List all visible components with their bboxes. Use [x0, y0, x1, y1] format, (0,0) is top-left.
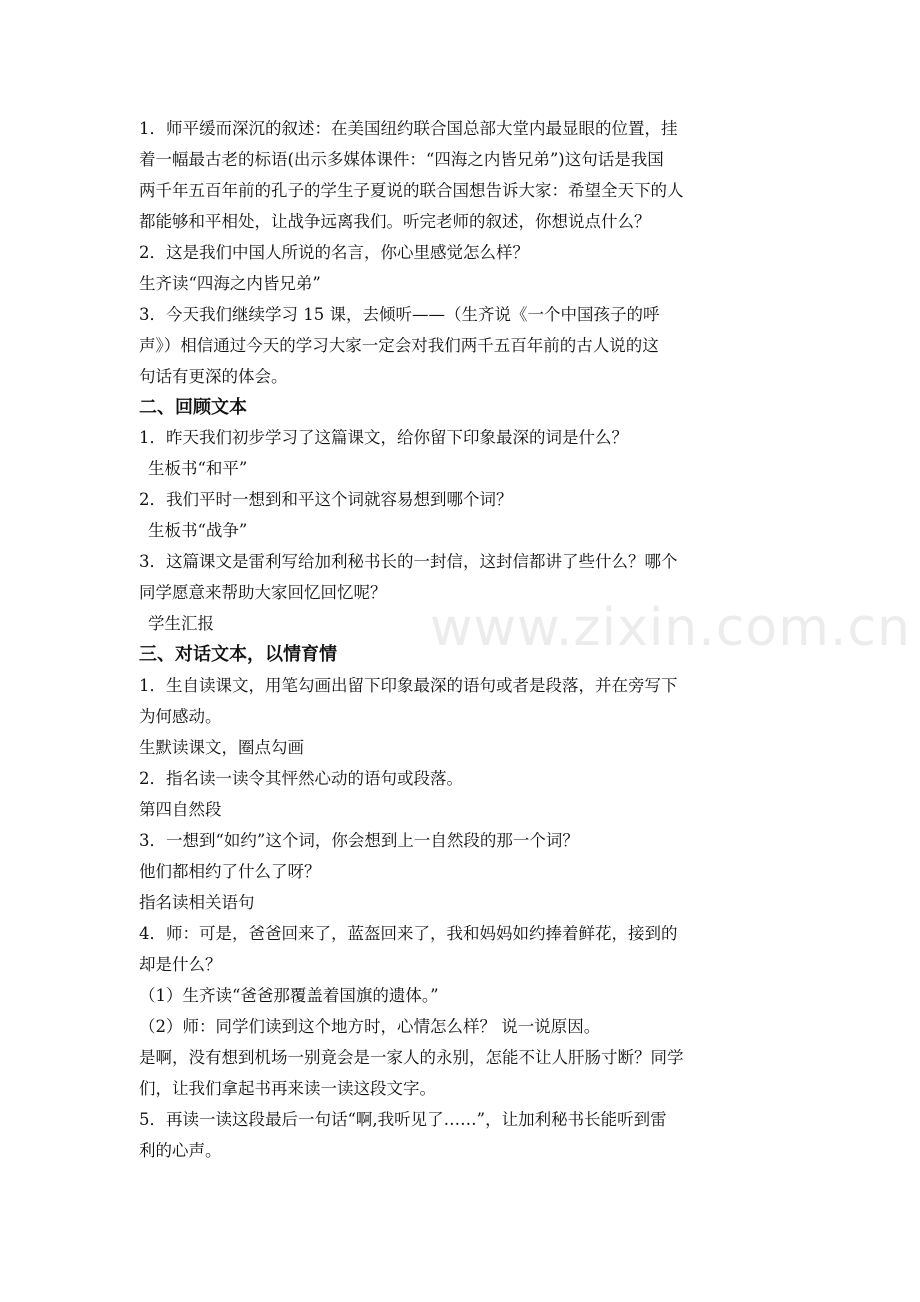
- text-line: 他们都相约了什么了呀？: [139, 862, 321, 881]
- text-line: 都能够和平相处，让战争远离我们。听完老师的叙述，你想说点什么？: [139, 212, 651, 231]
- text-line: 2．这是我们中国人所说的名言，你心里感觉怎么样？: [139, 243, 529, 262]
- text-line: 生板书“战争”: [148, 521, 248, 540]
- section-heading: 二、回顾文本: [139, 397, 247, 418]
- text-line: 3．一想到“如约”这个词，你会想到上一自然段的那一个词？: [139, 831, 579, 850]
- text-line: 着一幅最古老的标语(出示多媒体课件：“四海之内皆兄弟”)这句话是我国: [139, 150, 664, 169]
- text-line: 生板书“和平”: [148, 459, 248, 478]
- text-line: 4．师：可是，爸爸回来了，蓝盔回来了，我和妈妈如约捧着鲜花，接到的: [139, 924, 678, 943]
- text-line: 1．昨天我们初步学习了这篇课文，给你留下印象最深的词是什么？: [139, 428, 628, 447]
- text-line: 句话有更深的体会。: [139, 367, 288, 386]
- text-line: （2）师：同学们读到这个地方时，心情怎么样？ 说一说原因。: [139, 1017, 601, 1036]
- text-line: 5．再读一读这段最后一句话“啊,我听见了……”，让加利秘书长能听到雷: [139, 1110, 667, 1129]
- text-line: 们，让我们拿起书再来读一读这段文字。: [139, 1079, 436, 1098]
- text-line: 是啊，没有想到机场一别竟会是一家人的永别，怎能不让人肝肠寸断？同学: [139, 1048, 684, 1067]
- text-line: 却是什么？: [139, 955, 222, 974]
- text-line: 生默读课文，圈点勾画: [139, 738, 304, 757]
- text-line: 1．生自读课文，用笔勾画出留下印象最深的语句或者是段落，并在旁写下: [139, 676, 678, 695]
- text-line: 同学愿意来帮助大家回忆回忆呢？: [139, 583, 387, 602]
- text-line: 两千年五百年前的孔子的学生子夏说的联合国想告诉大家：希望全天下的人: [139, 181, 684, 200]
- text-line: 学生汇报: [148, 614, 214, 633]
- text-line: 3．这篇课文是雷利写给加利秘书长的一封信，这封信都讲了些什么？哪个: [139, 552, 678, 571]
- text-line: 生齐读“四海之内皆兄弟”: [139, 274, 321, 293]
- text-line: （1）生齐读“爸爸那覆盖着国旗的遗体。”: [139, 986, 439, 1005]
- text-line: 第四自然段: [139, 800, 222, 819]
- watermark: www.zixin.com.cn: [430, 598, 911, 658]
- text-line: 1．师平缓而深沉的叙述：在美国纽约联合国总部大堂内最显眼的位置，挂: [139, 119, 678, 138]
- text-line: 3．今天我们继续学习 15 课，去倾听——（生齐说《一个中国孩子的呼: [139, 305, 660, 324]
- text-line: 2．我们平时一想到和平这个词就容易想到哪个词？: [139, 490, 513, 509]
- text-line: 指名读相关语句: [139, 893, 255, 912]
- text-line: 为何感动。: [139, 707, 222, 726]
- text-line: 声》）相信通过今天的学习大家一定会对我们两千五百年前的古人说的这: [139, 336, 659, 355]
- text-line: 2．指名读一读令其怦然心动的语句或段落。: [139, 769, 463, 788]
- section-heading: 三、对话文本，以情育情: [139, 644, 337, 665]
- text-line: 利的心声。: [139, 1141, 222, 1160]
